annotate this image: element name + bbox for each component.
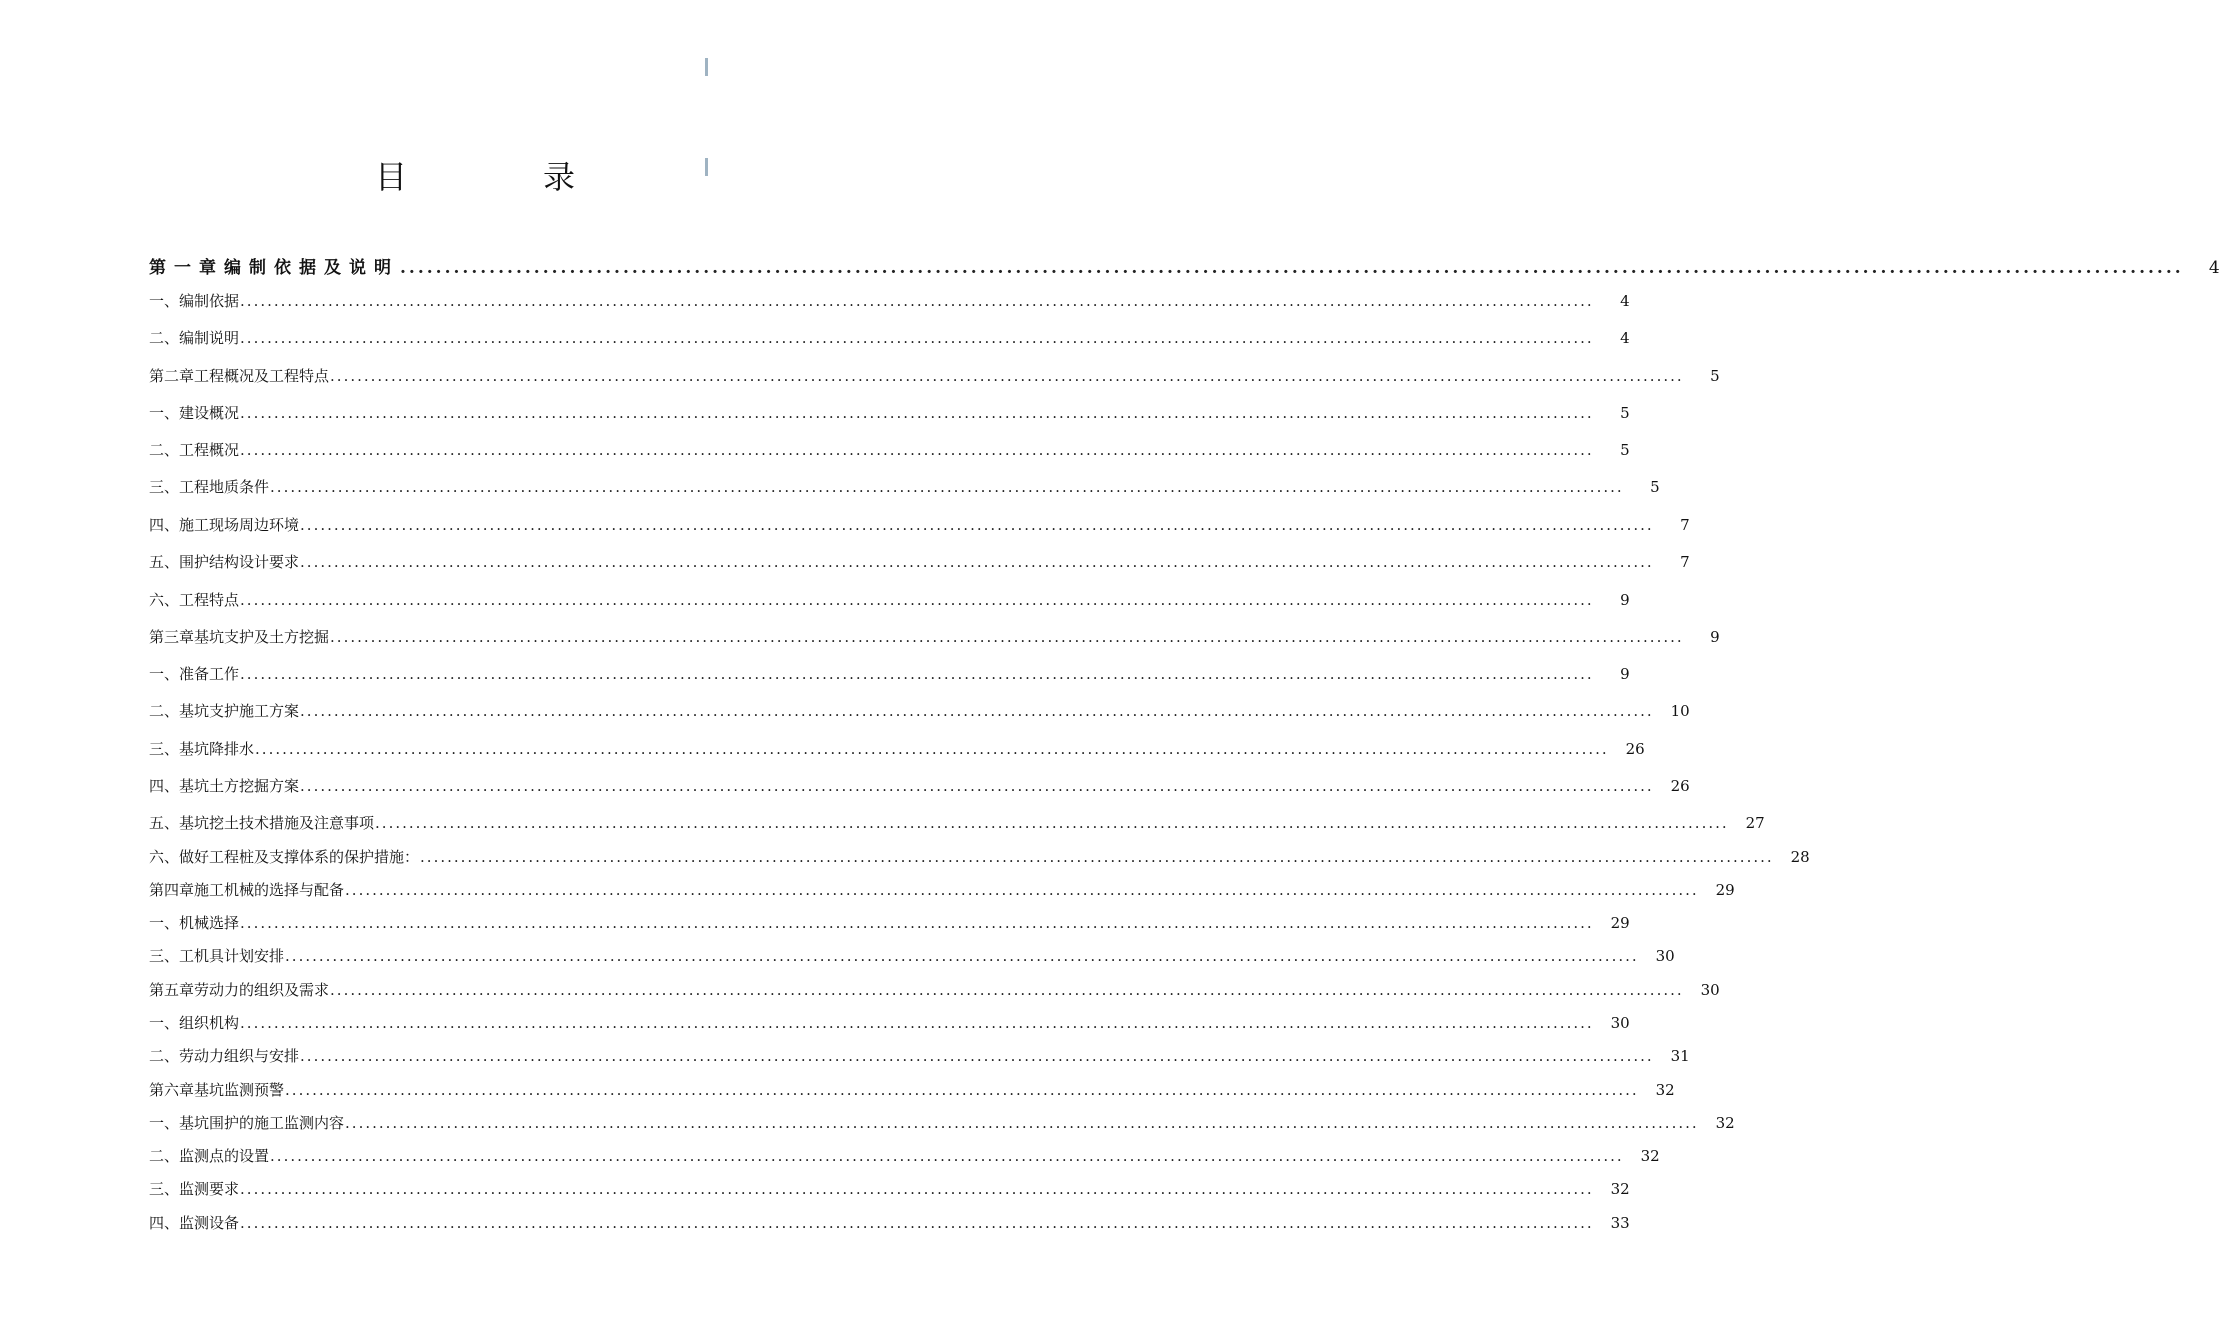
toc-leader-dots: ........................................................................................................................................................................................................ — [270, 1147, 1624, 1165]
toc-entry-number: 第五章 — [149, 981, 195, 999]
toc-entry-page: 5 — [1620, 404, 1630, 422]
toc-entry[interactable] — [149, 1045, 1690, 1069]
toc-entry-number: 二、 — [149, 329, 180, 347]
toc-entry-number: 二、 — [149, 1047, 180, 1065]
toc-entry-title: 劳动力组织与安排 — [179, 1047, 300, 1065]
toc-entry-page: 31 — [1670, 1047, 1690, 1065]
toc-leader-dots: ........................................................................................................................................................................................................ — [330, 981, 1684, 999]
toc-entry-title: 基坑降排水 — [179, 740, 255, 758]
toc-entry-page: 5 — [1710, 367, 1720, 385]
toc-entry-page: 29 — [1610, 914, 1630, 932]
toc-entry-page: 28 — [1790, 848, 1810, 866]
toc-entry-number: 三、 — [149, 1180, 180, 1198]
toc-entry-page: 30 — [1700, 981, 1720, 999]
toc-leader-dots: ........................................................................................................................................................................................................ — [400, 258, 2184, 278]
toc-entry-title: 编制说明 — [179, 329, 240, 347]
toc-entry-title: 建设概况 — [179, 404, 240, 422]
toc-entry[interactable] — [149, 945, 1675, 969]
toc-entry-number: 五、 — [149, 553, 180, 571]
toc-entry-page: 10 — [1670, 702, 1690, 720]
toc-leader-dots: ........................................................................................................................................................................................................ — [255, 740, 1609, 758]
toc-entry-page: 5 — [1620, 441, 1630, 459]
toc-entry-page: 26 — [1670, 777, 1690, 795]
toc-entry-title: 工机具计划安排 — [179, 947, 285, 965]
toc-entry[interactable] — [149, 979, 1720, 1003]
toc-entry-title: 工程概况 — [179, 441, 240, 459]
toc-entry[interactable] — [149, 1145, 1660, 1169]
toc-leader-dots: ........................................................................................................................................................................................................ — [240, 1180, 1594, 1198]
toc-entry-page: 32 — [1640, 1147, 1660, 1165]
toc-entry-page: 4 — [1620, 292, 1630, 310]
toc-entry-title: 做好工程桩及支撑体系的保护措施： — [179, 848, 420, 866]
toc-entry[interactable] — [149, 846, 1810, 870]
toc-entry-number: 一、 — [149, 292, 180, 310]
toc-entry-page: 9 — [1710, 628, 1720, 646]
toc-entry-page: 9 — [1620, 591, 1630, 609]
toc-leader-dots: ........................................................................................................................................................................................................ — [270, 478, 1624, 496]
toc-entry-number: 一、 — [149, 1114, 180, 1132]
toc-entry-number: 第一章 — [149, 258, 224, 278]
toc-entry-page: 4 — [2208, 258, 2220, 278]
toc-leader-dots: ........................................................................................................................................................................................................ — [240, 914, 1594, 932]
toc-entry-page: 30 — [1655, 947, 1675, 965]
toc-entry[interactable] — [149, 912, 1630, 936]
toc-entry[interactable] — [149, 1012, 1630, 1036]
toc-entry-page: 30 — [1610, 1014, 1630, 1032]
toc-entry-number: 二、 — [149, 702, 180, 720]
toc-entry-title: 基坑支护施工方案 — [179, 702, 300, 720]
toc-leader-dots: ........................................................................................................................................................................................................ — [285, 947, 1639, 965]
toc-entry-page: 4 — [1620, 329, 1630, 347]
toc-entry[interactable] — [149, 365, 1720, 389]
toc-entry-title: 施工现场周边环境 — [179, 516, 300, 534]
toc-entry-title: 编制依据 — [179, 292, 240, 310]
toc-entry-number: 第六章 — [149, 1081, 195, 1099]
toc-entry[interactable] — [149, 253, 2220, 278]
toc-leader-dots: ........................................................................................................................................................................................................ — [375, 814, 1729, 832]
toc-entry-number: 一、 — [149, 914, 180, 932]
toc-entry-number: 二、 — [149, 1147, 180, 1165]
toc-entry[interactable] — [149, 551, 1690, 575]
toc-entry-page: 5 — [1650, 478, 1660, 496]
toc-leader-dots: ........................................................................................................................................................................................................ — [300, 777, 1654, 795]
toc-entry[interactable] — [149, 402, 1630, 426]
toc-leader-dots: ........................................................................................................................................................................................................ — [420, 848, 1774, 866]
toc-entry-title: 编制依据及说明 — [224, 258, 399, 278]
toc-entry[interactable] — [149, 1178, 1630, 1202]
toc-entry-page: 27 — [1745, 814, 1765, 832]
toc-entry-page: 32 — [1610, 1180, 1630, 1198]
toc-entry-number: 三、 — [149, 947, 180, 965]
toc-entry[interactable] — [149, 879, 1735, 903]
toc-entry-page: 32 — [1655, 1081, 1675, 1099]
toc-entry-number: 第四章 — [149, 881, 195, 899]
toc-entry-title: 基坑土方挖掘方案 — [179, 777, 300, 795]
toc-entry[interactable] — [149, 1112, 1735, 1136]
toc-entry[interactable] — [149, 700, 1690, 724]
page-title: 目 录 — [374, 158, 627, 196]
toc-entry-number: 四、 — [149, 516, 180, 534]
toc-entry-title: 工程特点 — [179, 591, 240, 609]
toc-entry[interactable] — [149, 327, 1630, 351]
toc-leader-dots: ........................................................................................................................................................................................................ — [330, 367, 1684, 385]
toc-entry-number: 六、 — [149, 848, 180, 866]
toc-entry[interactable] — [149, 439, 1630, 463]
toc-entry[interactable] — [149, 1079, 1675, 1103]
toc-entry-page: 26 — [1625, 740, 1645, 758]
toc-entry[interactable] — [149, 476, 1660, 500]
toc-entry-page: 33 — [1610, 1214, 1630, 1232]
toc-entry-page: 9 — [1620, 665, 1630, 683]
toc-entry[interactable] — [149, 812, 1765, 836]
toc-entry-title: 基坑监测预警 — [194, 1081, 285, 1099]
toc-entry-title: 施工机械的选择与配备 — [194, 881, 345, 899]
toc-leader-dots: ........................................................................................................................................................................................................ — [240, 292, 1594, 310]
toc-entry-number: 五、 — [149, 814, 180, 832]
toc-entry[interactable] — [149, 514, 1690, 538]
toc-entry-number: 六、 — [149, 591, 180, 609]
toc-entry-title: 基坑挖土技术措施及注意事项 — [179, 814, 375, 832]
toc-leader-dots: ........................................................................................................................................................................................................ — [300, 553, 1654, 571]
toc-entry[interactable] — [149, 626, 1720, 650]
toc-entry[interactable] — [149, 775, 1690, 799]
toc-entry-title: 监测点的设置 — [179, 1147, 270, 1165]
toc-entry[interactable] — [149, 290, 1630, 314]
toc-entry-title: 劳动力的组织及需求 — [194, 981, 330, 999]
toc-leader-dots: ........................................................................................................................................................................................................ — [345, 1114, 1699, 1132]
toc-leader-dots: ........................................................................................................................................................................................................ — [300, 1047, 1654, 1065]
toc-entry-number: 四、 — [149, 777, 180, 795]
toc-entry-number: 第三章 — [149, 628, 195, 646]
toc-entry-title: 基坑支护及土方挖掘 — [194, 628, 330, 646]
toc-leader-dots: ........................................................................................................................................................................................................ — [240, 1014, 1594, 1032]
toc-leader-dots: ........................................................................................................................................................................................................ — [240, 665, 1594, 683]
toc-entry[interactable] — [149, 1212, 1630, 1236]
toc-entry[interactable] — [149, 663, 1630, 687]
toc-entry-page: 7 — [1680, 553, 1690, 571]
toc-leader-dots: ........................................................................................................................................................................................................ — [240, 404, 1594, 422]
toc-leader-dots: ........................................................................................................................................................................................................ — [330, 628, 1684, 646]
decorative-bar — [705, 58, 708, 76]
toc-leader-dots: ........................................................................................................................................................................................................ — [240, 1214, 1594, 1232]
toc-entry-title: 机械选择 — [179, 914, 240, 932]
toc-entry-number: 二、 — [149, 441, 180, 459]
toc-entry-title: 工程地质条件 — [179, 478, 270, 496]
toc-entry-title: 围护结构设计要求 — [179, 553, 300, 571]
toc-entry[interactable] — [149, 738, 1645, 762]
toc-entry-number: 一、 — [149, 665, 180, 683]
toc-leader-dots: ........................................................................................................................................................................................................ — [240, 329, 1594, 347]
toc-entry-number: 三、 — [149, 740, 180, 758]
toc-leader-dots: ........................................................................................................................................................................................................ — [300, 702, 1654, 720]
toc-entry[interactable] — [149, 589, 1630, 613]
toc-leader-dots: ........................................................................................................................................................................................................ — [285, 1081, 1639, 1099]
toc-entry-number: 一、 — [149, 404, 180, 422]
toc-entry-page: 7 — [1680, 516, 1690, 534]
toc-leader-dots: ........................................................................................................................................................................................................ — [240, 441, 1594, 459]
toc-leader-dots: ........................................................................................................................................................................................................ — [345, 881, 1699, 899]
toc-entry-title: 基坑围护的施工监测内容 — [179, 1114, 345, 1132]
toc-entry-number: 三、 — [149, 478, 180, 496]
toc-entry-page: 32 — [1715, 1114, 1735, 1132]
toc-entry-title: 组织机构 — [179, 1014, 240, 1032]
toc-entry-title: 工程概况及工程特点 — [194, 367, 330, 385]
toc-entry-title: 监测要求 — [179, 1180, 240, 1198]
toc-entry-number: 一、 — [149, 1014, 180, 1032]
toc-entry-title: 准备工作 — [179, 665, 240, 683]
toc-entry-number: 第二章 — [149, 367, 195, 385]
toc-leader-dots: ........................................................................................................................................................................................................ — [300, 516, 1654, 534]
toc-entry-page: 29 — [1715, 881, 1735, 899]
toc-leader-dots: ........................................................................................................................................................................................................ — [240, 591, 1594, 609]
toc-entry-number: 四、 — [149, 1214, 180, 1232]
toc-entry-title: 监测设备 — [179, 1214, 240, 1232]
